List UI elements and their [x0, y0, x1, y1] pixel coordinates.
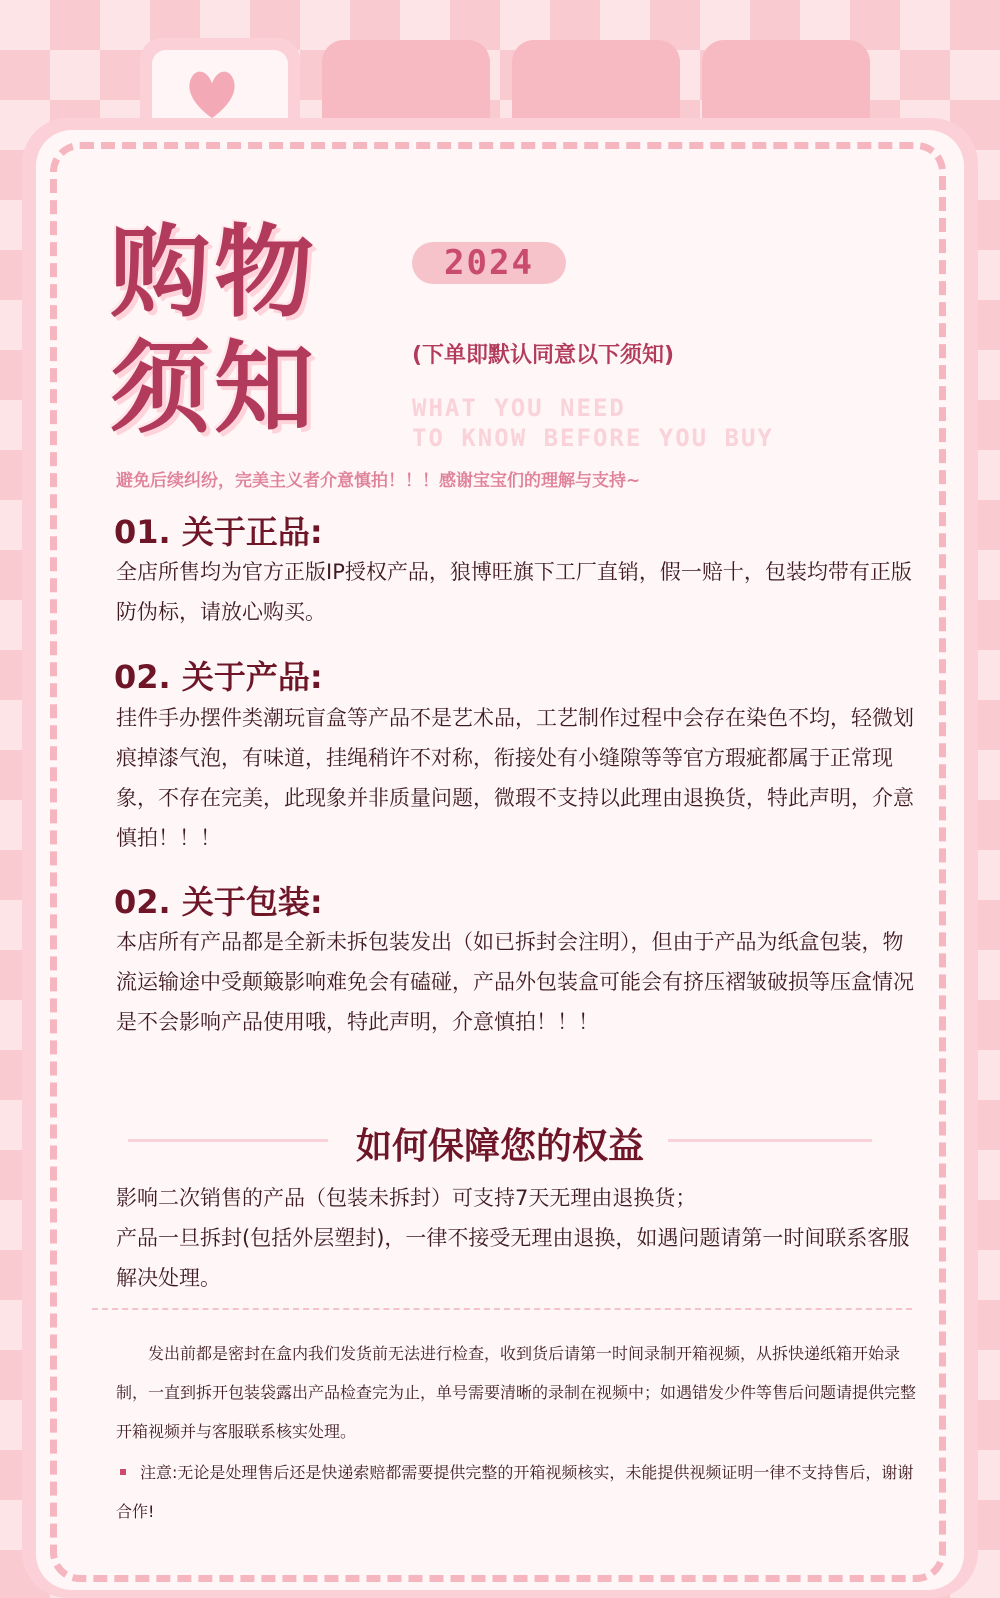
section-title-authentic: 01. 关于正品: [114, 513, 323, 551]
intro-text: 避免后续纠纷，完美主义者介意慎拍！！！感谢宝宝们的理解与支持~ [116, 471, 641, 491]
bullet-icon [120, 1469, 126, 1475]
heart-icon [183, 64, 241, 122]
rights-line-1: 影响二次销售的产品（包装未拆封）可支持7天无理由退换货； [116, 1186, 697, 1210]
order-agreement-note: (下单即默认同意以下须知) [412, 343, 675, 368]
section-body-product: 挂件手办摆件类潮玩盲盒等产品不是艺术品，工艺制作过程中会存在染色不均，轻微划痕掉漆气泡，有味道，挂绳稍许不对称，衔接处有小缝隙等等官方瑕疵都属于正常现象，不存在完美，此现象并非质量问题，微瑕不支持以此理由退换货，特此声明，介意慎拍！！！ [116, 706, 914, 850]
section-title-product: 02. 关于产品: [114, 658, 323, 696]
english-subtitle-1: WHAT YOU NEED [412, 394, 626, 422]
title-line-2: 须知 [110, 330, 318, 447]
page-title [110, 215, 360, 447]
english-subtitle-2: TO KNOW BEFORE YOU BUY [412, 424, 774, 452]
unboxing-warning [116, 1453, 916, 1531]
title-line-1: 购物 [110, 214, 318, 331]
section-body-authentic: 全店所售均为官方正版IP授权产品，狼博旺旗下工厂直销，假一赔十，包装均带有正版防伪标，请放心购买。 [116, 560, 912, 624]
year-badge: 2024 [412, 242, 566, 284]
dotted-separator [92, 1308, 912, 1310]
rights-body [116, 1178, 916, 1298]
section-body-packaging: 本店所有产品都是全新未拆包装发出（如已拆封会注明），但由于产品为纸盒包装，物流运输途中受颠簸影响难免会有磕碰，产品外包装盒可能会有挤压褶皱破损等压盒情况是不会影响产品使用哦，特此声明，介意慎拍！！！ [116, 930, 914, 1034]
rights-line-2: 产品一旦拆封(包括外层塑封)，一律不接受无理由退换，如遇问题请第一时间联系客服解决处理。 [116, 1226, 910, 1290]
section-title-packaging: 02. 关于包装: [114, 883, 323, 921]
unboxing-notice: 发出前都是密封在盒内我们发货前无法进行检查，收到货后请第一时间录制开箱视频，从拆快递纸箱开始录制，一直到拆开包装袋露出产品检查完为止，单号需要清晰的录制在视频中；如遇错发少件等售后问题请提供完整开箱视频并与客服联系核实处理。 [116, 1344, 917, 1441]
unboxing-warning-text: 注意:无论是处理售后还是快递索赔都需要提供完整的开箱视频核实，未能提供视频证明一律不支持售后，谢谢合作! [116, 1463, 914, 1521]
rights-heading: 如何保障您的权益 [355, 1126, 644, 1167]
